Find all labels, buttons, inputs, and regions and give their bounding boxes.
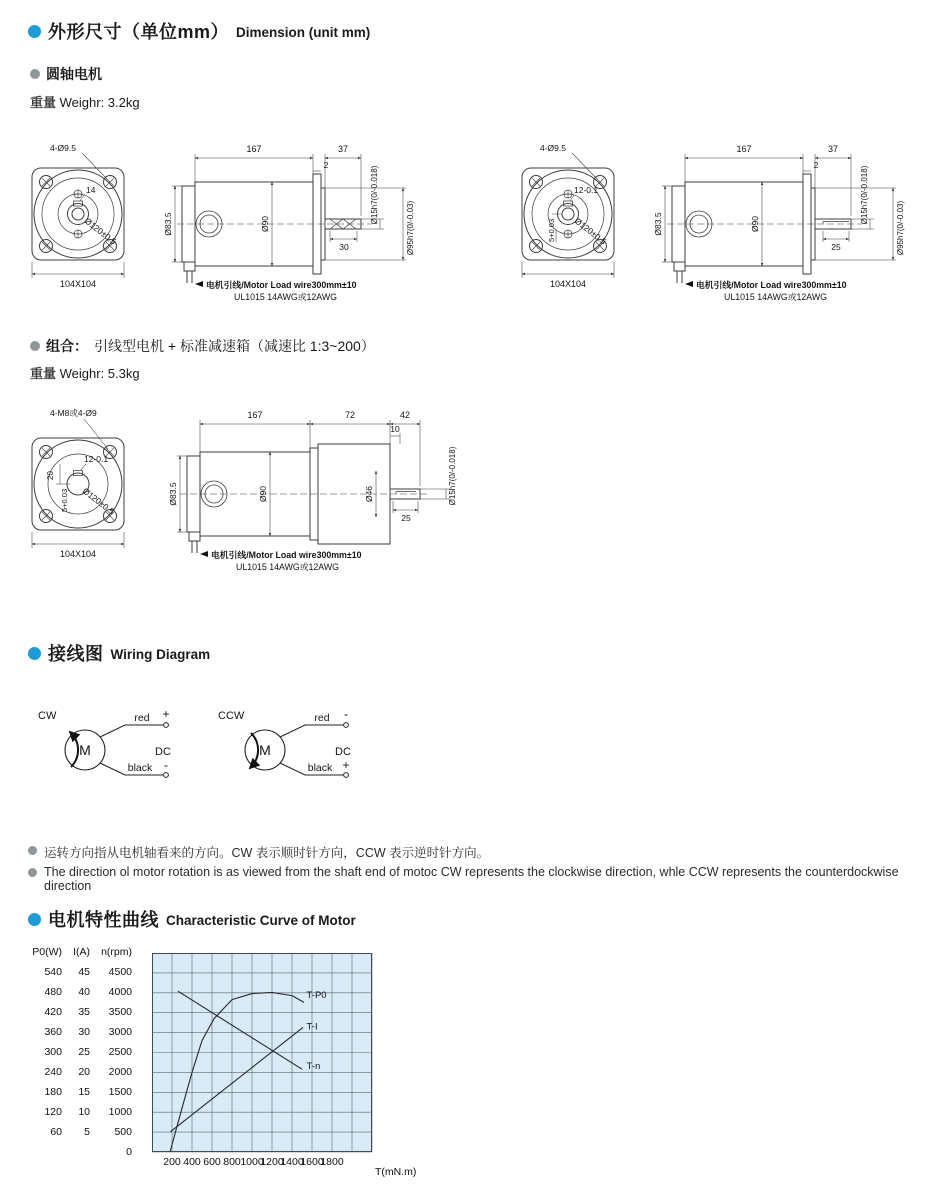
section-header-curve — [28, 906, 356, 932]
drawing-gearmotor — [22, 400, 482, 578]
axis-tick: 240 — [44, 1065, 62, 1078]
axis-tick: 25 — [78, 1046, 90, 1058]
dim-body-length: 167 — [247, 410, 263, 420]
section-title-zh: 接线图 — [48, 644, 104, 664]
dim-key-length: 30 — [339, 242, 349, 252]
dim-pilot-dia: Ø95h7(0/-0.03) — [896, 200, 905, 256]
dim-front-dia: Ø83.5 — [653, 212, 663, 236]
axis-tick: 40 — [78, 986, 90, 999]
dim-body-dia: Ø90 — [260, 215, 270, 233]
dim-pilot-dia: Ø95h7(0/-0.03) — [406, 200, 415, 256]
dim-step: 10 — [390, 424, 400, 434]
x-tick: 400 — [183, 1156, 201, 1168]
dim-gear-length: 72 — [344, 410, 356, 420]
wire-bottom-label: black — [307, 762, 333, 774]
axis-tick: 1500 — [108, 1085, 132, 1098]
axis-tick: 20 — [78, 1065, 90, 1078]
blue-bullet-icon — [28, 647, 41, 660]
curve-plot-area — [152, 953, 373, 1153]
series-label-T-P0: T-P0 — [306, 989, 327, 1001]
section-title-en: Characteristic Curve of Motor — [166, 913, 356, 928]
dim-key-length: 25 — [831, 242, 841, 252]
series-label-T-n: T-n — [306, 1061, 321, 1072]
axis-tick: 60 — [50, 1125, 62, 1138]
weight-value: Weighr: 3.2kg — [59, 95, 140, 110]
axis-tick: 180 — [44, 1085, 62, 1098]
dim-keyway: 5+0.03 — [547, 218, 556, 242]
weight-label-zh: 重量 — [30, 95, 57, 110]
dim-holes: 4-Ø9.5 — [50, 143, 76, 153]
section-header-wiring — [28, 640, 210, 666]
dim-body-length: 167 — [736, 144, 752, 154]
x-tick: 600 — [203, 1156, 221, 1168]
x-tick: 1000 — [240, 1156, 264, 1168]
axis-tick: 500 — [114, 1125, 132, 1138]
lead-spec: UL1015 14AWG或12AWG — [724, 292, 827, 302]
dim-bolt-circle: Ø120±0.5 — [82, 215, 119, 247]
dim-front-dia: Ø83.5 — [163, 212, 173, 236]
motor-letter: M — [79, 742, 91, 758]
lead-spec: UL1015 14AWG或12AWG — [234, 292, 337, 302]
axis-tick: 480 — [44, 986, 62, 999]
note-en — [28, 865, 933, 893]
axis-tick: 360 — [44, 1026, 62, 1039]
terminal-bottom-sign: - — [164, 758, 168, 772]
x-tick: 1800 — [320, 1156, 344, 1168]
wire-top-label: red — [314, 712, 330, 724]
axis-tick: 4500 — [108, 966, 132, 979]
dim-gear-dia: Ø46 — [364, 485, 374, 503]
dim-flange: 104X104 — [59, 279, 97, 289]
dim-holes: 4-M8或4-Ø9 — [50, 408, 97, 418]
axis-tick: 10 — [78, 1105, 90, 1118]
x-tick: 1600 — [300, 1156, 324, 1168]
dim-shaft-length: 37 — [337, 144, 349, 154]
dim-bolt-circle: Ø120±0.5 — [80, 485, 117, 517]
dim-step: 2 — [813, 160, 819, 170]
subsection-round-shaft — [30, 64, 102, 84]
axis-tick: 540 — [44, 966, 62, 979]
terminal-top-sign: + — [162, 707, 170, 721]
terminal-top — [164, 723, 169, 728]
dim-flange: 104X104 — [59, 549, 97, 559]
axis-header: n(rpm) — [101, 945, 132, 958]
subsection-combination — [30, 336, 375, 356]
dim-bolt-circle: Ø120±0.5 — [572, 215, 609, 247]
subsection-title: 圆轴电机 — [46, 66, 102, 82]
wire-bottom-label: black — [127, 762, 153, 774]
axis-tick: 1000 — [108, 1105, 132, 1118]
gray-bullet-icon — [28, 846, 37, 855]
dim-shaft-length: 42 — [399, 410, 411, 420]
wiring-diagram-cw — [30, 703, 210, 798]
blue-bullet-icon — [28, 913, 41, 926]
drawing-motor-keyed-shaft — [22, 138, 452, 303]
axis-tick: 120 — [44, 1105, 62, 1118]
weight-line-2 — [30, 363, 140, 382]
terminal-top — [344, 723, 349, 728]
axis-tick: 15 — [78, 1085, 90, 1098]
weight-value: Weighr: 5.3kg — [59, 366, 140, 381]
wire-top-label: red — [134, 712, 150, 724]
section-title-zh: 外形尺寸（单位mm） — [48, 22, 230, 42]
lead-spec: UL1015 14AWG或12AWG — [236, 562, 339, 572]
motor-letter: M — [259, 742, 271, 758]
gray-bullet-icon — [30, 341, 40, 351]
dim-shaft-dia: Ø15h7(0/-0.018) — [860, 165, 869, 225]
dim-keyway: 5+0.03 — [60, 488, 69, 512]
drawing-motor-keyway-shaft — [512, 138, 942, 303]
supply-label: DC — [335, 746, 351, 758]
axis-tick: 35 — [78, 1006, 90, 1019]
x-tick: 1200 — [260, 1156, 284, 1168]
dim-shaft-dia: Ø15h7(0/-0.018) — [370, 165, 379, 225]
weight-line-1 — [30, 92, 140, 111]
dim-body-dia: Ø90 — [750, 215, 760, 233]
x-tick: 200 — [163, 1156, 181, 1168]
dim-front-dia: Ø83.5 — [168, 482, 178, 506]
axis-tick: 45 — [78, 966, 90, 979]
section-title-en: Wiring Diagram — [110, 647, 211, 662]
rotation-label: CCW — [218, 710, 245, 722]
axis-tick: 3500 — [108, 1006, 132, 1019]
dim-shaft-length: 37 — [827, 144, 839, 154]
dim-flange: 104X104 — [549, 279, 587, 289]
note-en-text: The direction ol motor rotation is as viewed from the shaft end of motoc CW represents the clockwise direction, whle CCW represents the counterdockwise direction — [44, 865, 899, 893]
note-zh — [28, 843, 928, 861]
gray-bullet-icon — [30, 69, 40, 79]
subsection-title-prefix: 组合： — [46, 338, 88, 354]
terminal-top-sign: - — [344, 707, 348, 721]
terminal-bottom-sign: + — [342, 758, 350, 772]
dim-shaft-dia: Ø15h7(0/-0.018) — [448, 446, 457, 506]
dim-key-width: 14 — [86, 185, 96, 195]
axis-tick: 4000 — [108, 986, 132, 999]
x-tick: 800 — [223, 1156, 241, 1168]
section-header-dimension — [28, 18, 370, 44]
axis-tick: 0 — [126, 1145, 132, 1158]
axis-tick: 420 — [44, 1006, 62, 1019]
axis-tick: 300 — [44, 1046, 62, 1058]
dim-key-length: 25 — [401, 513, 411, 523]
blue-bullet-icon — [28, 25, 41, 38]
lead-note: 电机引线/Motor Load wire300mm±10 — [206, 280, 357, 290]
note-zh-text: 运转方向指从电机轴看来的方向。CW 表示顺时针方向，CCW 表示逆时针方向。 — [44, 846, 490, 860]
characteristic-curve-chart — [32, 944, 465, 1188]
axis-tick: 2000 — [108, 1065, 132, 1078]
axis-header: P0(W) — [32, 945, 62, 958]
axis-header: I(A) — [73, 945, 90, 958]
cw-rotation-arrow-icon — [71, 733, 78, 767]
terminal-bottom — [344, 773, 349, 778]
section-title-zh: 电机特性曲线 — [48, 910, 159, 930]
lead-note: 电机引线/Motor Load wire300mm±10 — [696, 280, 847, 290]
rotation-label: CW — [38, 710, 57, 722]
terminal-bottom — [164, 773, 169, 778]
wiring-diagram-ccw — [210, 703, 390, 798]
dim-key-width: 12-0.1 — [574, 185, 599, 195]
dim-key-height: 20 — [46, 471, 55, 480]
lead-note: 电机引线/Motor Load wire300mm±10 — [211, 550, 362, 560]
axis-tick: 30 — [78, 1026, 90, 1039]
axis-tick: 3000 — [108, 1026, 132, 1039]
weight-label-zh: 重量 — [30, 366, 57, 381]
subsection-title-rest: 引线型电机 + 标准减速箱（减速比 1:3~200） — [94, 338, 375, 354]
dim-key-width: 12-0.1 — [84, 454, 109, 464]
ccw-rotation-arrow-icon — [251, 733, 258, 767]
axis-tick: 2500 — [108, 1046, 132, 1058]
dim-holes: 4-Ø9.5 — [540, 143, 566, 153]
x-axis-label: T(mN.m) — [375, 1166, 417, 1178]
dim-body-length: 167 — [246, 144, 262, 154]
dim-body-dia: Ø90 — [258, 485, 268, 503]
supply-label: DC — [155, 746, 171, 758]
x-tick: 1400 — [280, 1156, 304, 1168]
axis-tick: 5 — [84, 1125, 90, 1138]
section-title-en: Dimension (unit mm) — [236, 25, 371, 40]
gray-bullet-icon — [28, 868, 37, 877]
dim-step: 2 — [323, 160, 329, 170]
series-label-T-I: T-I — [306, 1021, 318, 1033]
